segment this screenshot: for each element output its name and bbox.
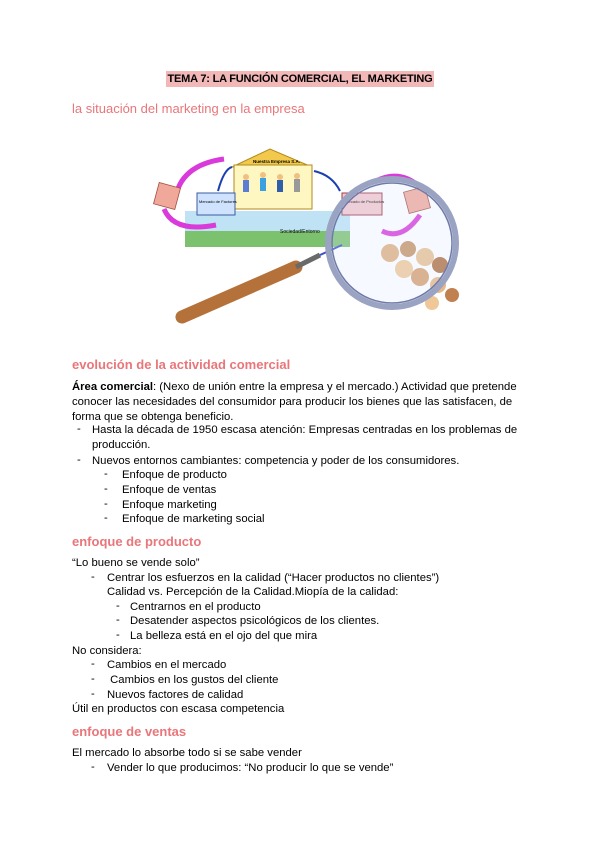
dash: -	[91, 688, 95, 700]
bullet-vender: Vender lo que producimos: “No producir lo que se vende”	[107, 762, 394, 774]
dash: -	[116, 629, 120, 641]
dash: -	[116, 614, 120, 626]
blue-arrow-right	[314, 171, 340, 191]
list-item: Enfoque de marketing social	[122, 513, 265, 525]
page-title: TEMA 7: LA FUNCIÓN COMERCIAL, EL MARKETING	[167, 73, 433, 85]
dash: -	[91, 571, 95, 583]
dash: -	[104, 498, 108, 510]
ground-label: Sociedad/Entorno	[280, 229, 320, 235]
area-comercial-paragraph: Área comercial: (Nexo de unión entre la empresa y el mercado.) Actividad que pretende conocer las necesidades del consumidor para producir los bienes que las satisfacen, de forma que se obtenga beneficio.	[72, 381, 517, 423]
heading-enfoque-ventas: enfoque de ventas	[72, 724, 187, 739]
mercado-line: El mercado lo absorbe todo si se sabe vender	[72, 747, 302, 759]
list-item: Enfoque marketing	[122, 499, 217, 511]
magnifier-neck	[296, 255, 320, 267]
no-considera: No considera:	[72, 645, 142, 657]
list-item: Enfoque de ventas	[122, 484, 217, 496]
term-area-comercial: Área comercial	[72, 381, 154, 393]
dash: -	[91, 761, 95, 773]
house-roof	[232, 149, 312, 167]
list-item: Cambios en los gustos del cliente	[107, 674, 279, 686]
heading-enfoque-producto: enfoque de producto	[72, 534, 202, 549]
list-item: La belleza está en el ojo del que mira	[130, 630, 318, 642]
heading-situacion: la situación del marketing en la empresa	[72, 101, 305, 116]
dash: -	[104, 512, 108, 524]
dash: -	[116, 600, 120, 612]
quote-lo-bueno: “Lo bueno se vende solo”	[72, 557, 200, 569]
mercado-factores-label: Mercado de Factores	[199, 199, 237, 204]
magnifier-lens	[328, 179, 456, 307]
bullet-centrar: Centrar los esfuerzos en la calidad (“Hacer productos no clientes”)	[107, 572, 440, 584]
dash: -	[77, 454, 81, 466]
magnifier-handle	[182, 267, 296, 317]
util-line: Útil en productos con escasa competencia	[72, 703, 285, 715]
house-label: Nuestra Empresa S.A.	[253, 159, 301, 164]
dash: -	[104, 483, 108, 495]
bullet-decada: Hasta la década de 1950 escasa atención: Empresas centradas en los problemas de producción.	[92, 424, 518, 451]
heading-evolucion: evolución de la actividad comercial	[72, 357, 291, 372]
mercado-factores-box	[197, 193, 235, 215]
bullet-entornos: Nuevos entornos cambiantes: competencia y poder de los consumidores.	[92, 455, 460, 467]
list-item: Cambios en el mercado	[107, 659, 227, 671]
marketing-illustration	[120, 145, 470, 340]
list-item: Nuevos factores de calidad	[107, 689, 244, 701]
list-item: Desatender aspectos psicológicos de los clientes.	[130, 615, 380, 627]
list-item: Enfoque de producto	[122, 469, 227, 481]
dash: -	[104, 468, 108, 480]
list-item: Centrarnos en el producto	[130, 601, 261, 613]
dash: -	[91, 673, 95, 685]
dash: -	[91, 658, 95, 670]
calidad-line: Calidad vs. Percepción de la Calidad.Miopía de la calidad:	[107, 586, 399, 598]
dash: -	[77, 423, 81, 435]
blue-arrow-left	[218, 167, 232, 191]
